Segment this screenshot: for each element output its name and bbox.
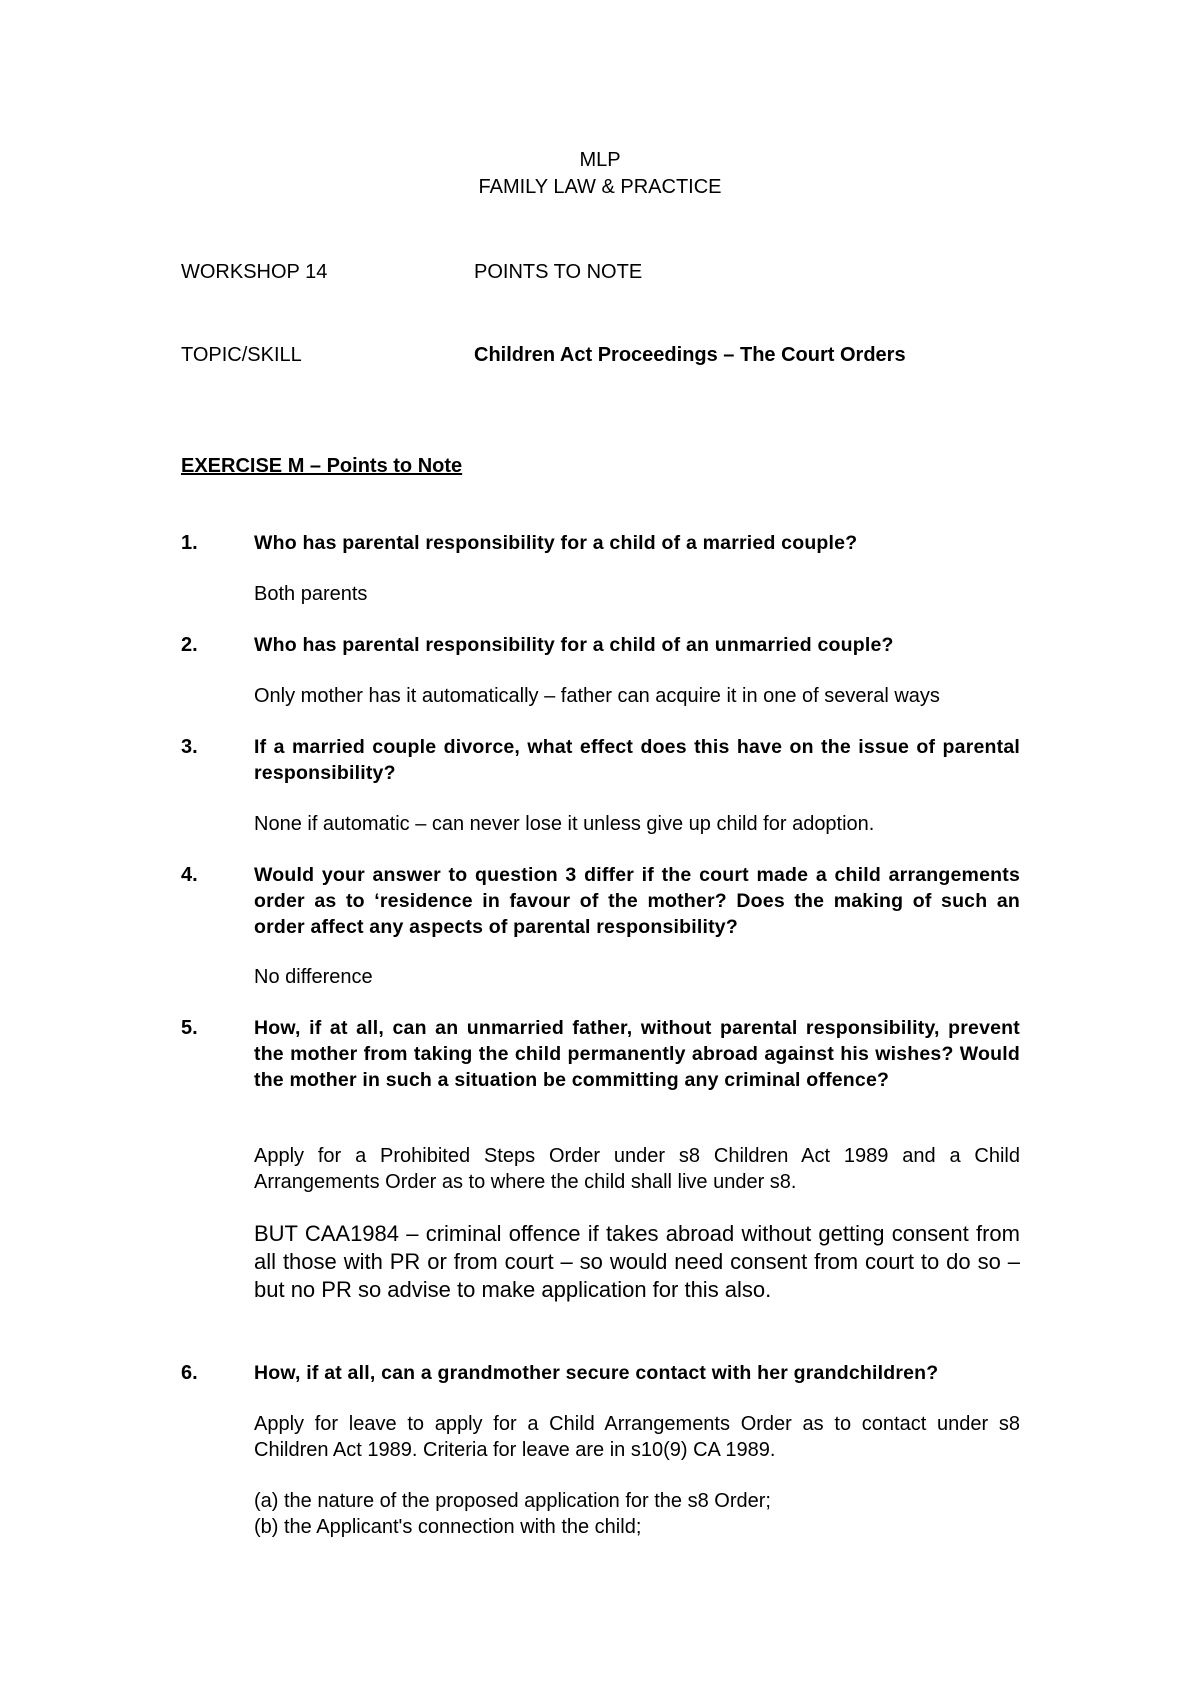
question-number: 2. [181,634,198,656]
question-number: 1. [181,532,198,554]
question-text: Who has parental responsibility for a child of a married couple? [254,532,858,554]
topic-label: TOPIC/SKILL [181,344,302,366]
exercise-heading: EXERCISE M – Points to Note [181,455,463,477]
question-text: If a married couple divorce, what effect does this have on the issue of parental responsibility? [254,736,1020,784]
question-text: Who has parental responsibility for a child of an unmarried couple? [254,634,894,656]
answer-text: No difference [254,966,373,988]
workshop-label: WORKSHOP 14 [181,261,328,283]
workshop-value: POINTS TO NOTE [474,261,643,283]
question-text: How, if at all, can an unmarried father, without parental responsibility, prevent the mother from taking the child permanently abroad against his wishes? Would the mother in such a situation be committing any criminal offence? [254,1017,1020,1091]
question-text: How, if at all, can a grandmother secure contact with her grandchildren? [254,1362,939,1384]
answer-text: Both parents [254,583,368,605]
question-number: 3. [181,736,198,758]
doc-title: FAMILY LAW & PRACTICE [478,176,722,198]
answer-text: Apply for leave to apply for a Child Arrangements Order as to contact under s8 Children Act 1989. Criteria for leave are in s10(9) CA 1989. [254,1413,1020,1461]
question-number: 6. [181,1362,198,1384]
topic-value: Children Act Proceedings – The Court Orders [474,344,906,366]
question-number: 4. [181,864,198,886]
question-number: 5. [181,1017,198,1039]
answer-text: None if automatic – can never lose it unless give up child for adoption. [254,813,875,835]
doc-code: MLP [579,149,621,171]
question-text: Would your answer to question 3 differ if the court made a child arrangements order as to ‘residence in favour of the mother? Does the making of such an order affect any aspects of parental responsibility? [254,864,1020,938]
answer-text: Only mother has it automatically – father can acquire it in one of several ways [254,685,940,707]
answer-text: BUT CAA1984 – criminal offence if takes abroad without getting consent from all those with PR or from court – so would need consent from court to do so – but no PR so advise to make application for this also. [254,1221,1020,1302]
answer-text: Apply for a Prohibited Steps Order under s8 Children Act 1989 and a Child Arrangements Order as to where the child shall live under s8. [254,1145,1020,1193]
criteria-item: (b) the Applicant's connection with the child; [254,1516,642,1538]
criteria-item: (a) the nature of the proposed application for the s8 Order; [254,1490,771,1512]
